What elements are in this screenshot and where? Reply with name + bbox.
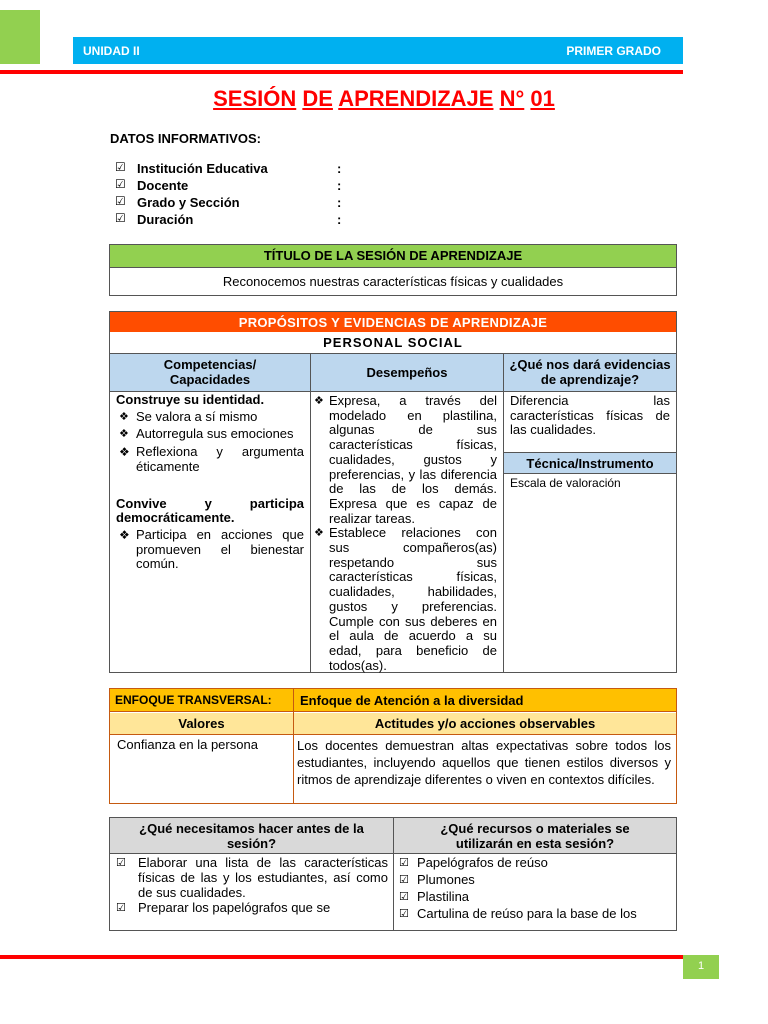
column-divider (393, 818, 394, 931)
title-word: APRENDIZAJE (338, 86, 494, 111)
datos-label: Institución Educativa (137, 161, 268, 176)
propositos-heading: PROPÓSITOS Y EVIDENCIAS DE APRENDIZAJE (110, 312, 676, 332)
valores-heading: Valores (178, 716, 225, 731)
recurso-item (395, 871, 675, 888)
titulo-sesion-heading: TÍTULO DE LA SESIÓN DE APRENDIZAJE (110, 245, 676, 268)
antes-text: Preparar los papelógrafos que se (138, 900, 331, 915)
diamond-bullet-icon: ❖ (119, 445, 130, 460)
checkbox-icon: ☑ (399, 874, 409, 886)
page-title (0, 86, 768, 112)
desempeno-text: Establece relaciones con sus compañeros(as) respetando sus características físicas, cualidades, habilidades, gustos y preferencias. Cumple con sus deberes en el aula de acuerdo a su edad, para beneficio de todos(as). (329, 525, 497, 673)
antes-item (112, 855, 388, 900)
capacidad-item (116, 410, 304, 425)
antes-heading: ¿Qué necesitamos hacer antes de la sesión? (110, 818, 393, 854)
recurso-text: Plastilina (417, 889, 470, 904)
capacidad-item (116, 528, 304, 572)
datos-list (115, 160, 355, 228)
datos-colon: : (337, 212, 342, 227)
checkbox-icon: ☑ (116, 902, 126, 914)
diamond-bullet-icon: ❖ (119, 428, 129, 441)
datos-item (115, 194, 355, 211)
actitud-text: Los docentes demuestran altas expectativas sobre todos los estudiantes, incluyendo aquellos que tienen estilos diversos y ritmos de aprendizaje diferentes o viven en contextos difíciles. (297, 738, 671, 787)
enfoque-label: ENFOQUE TRANSVERSAL: (115, 693, 272, 707)
recurso-item (395, 888, 675, 905)
propositos-columns (110, 354, 676, 672)
antes-list (112, 855, 388, 915)
unit-label: UNIDAD II (83, 44, 140, 58)
datos-colon: : (337, 195, 342, 210)
checkbox-icon: ☑ (399, 891, 409, 903)
competencias-body (116, 394, 304, 572)
bottom-divider (0, 955, 683, 959)
col-competencias-head: Competencias/ Capacidades (110, 354, 310, 392)
recurso-text: Cartulina de reúso para la base de los (417, 906, 637, 921)
valor-text: Confianza en la persona (117, 737, 258, 752)
diamond-bullet-icon: ❖ (314, 527, 324, 540)
recursos-heading: ¿Qué recursos o materiales se utilizarán en esta sesión? (394, 818, 676, 854)
title-word: DE (302, 86, 333, 111)
checkbox-icon: ☑ (115, 160, 126, 174)
capacidad-text: Reflexiona y argumenta éticamente (136, 444, 304, 474)
checkbox-icon: ☑ (115, 177, 126, 191)
checkbox-icon: ☑ (399, 857, 409, 869)
green-corner-tab (0, 10, 40, 64)
page-number: 1 (683, 955, 719, 979)
col-desempenos-head: Desempeños (311, 354, 503, 392)
recursos-list (395, 854, 675, 922)
column-divider (310, 354, 311, 672)
enfoque-table (109, 688, 677, 804)
checkbox-icon: ☑ (115, 194, 126, 208)
top-divider (0, 70, 683, 74)
evidencia-text: Diferencia las características físicas de las cualidades. (510, 393, 670, 438)
competencia-title: Convive y participa democráticamente. (116, 495, 304, 526)
area-heading: PERSONAL SOCIAL (110, 332, 676, 354)
capacidad-item (116, 445, 304, 474)
datos-label: Docente (137, 178, 189, 193)
datos-label: Duración (137, 212, 194, 227)
titulo-sesion-text: Reconocemos nuestras características físicas y cualidades (222, 274, 564, 289)
recurso-text: Papelógrafos de reúso (417, 855, 548, 870)
capacidad-item (116, 427, 304, 442)
datos-label: Grado y Sección (137, 195, 240, 210)
checkbox-icon: ☑ (116, 857, 126, 869)
tecnica-heading: Técnica/Instrumento (504, 452, 676, 474)
datos-heading: DATOS INFORMATIVOS: (110, 131, 261, 146)
actitudes-heading: Actitudes y/o acciones observables (374, 716, 596, 731)
capacidad-text: Participa en acciones que promueven el bienestar común. (136, 526, 304, 572)
antes-item (112, 900, 388, 915)
checkbox-icon: ☑ (115, 211, 126, 225)
datos-item (115, 211, 355, 228)
enfoque-name: Enfoque de Atención a la diversidad (300, 693, 524, 708)
antes-text: Elaborar una lista de las características físicas de las y los estudiantes, así como de sus cualidades. (138, 855, 388, 900)
preparacion-table (109, 817, 677, 931)
title-word: N° (499, 86, 525, 111)
column-divider (503, 354, 504, 672)
competencia-title: Construye su identidad. (116, 392, 265, 407)
recurso-text: Plumones (417, 872, 475, 887)
capacidad-text: Autorregula sus emociones (136, 426, 294, 442)
diamond-bullet-icon: ❖ (119, 527, 130, 542)
capacidad-text: Se valora a sí mismo (136, 408, 258, 424)
desempenos-body (313, 394, 497, 673)
datos-colon: : (337, 178, 342, 193)
desempeno-item (313, 526, 497, 673)
column-divider (293, 689, 294, 803)
datos-item (115, 177, 355, 194)
title-word: 01 (530, 86, 555, 111)
grade-label: PRIMER GRADO (566, 44, 661, 58)
recurso-item (395, 854, 675, 871)
propositos-table (109, 311, 677, 673)
header-bar (73, 37, 683, 64)
title-word: SESIÓN (213, 86, 297, 111)
diamond-bullet-icon: ❖ (314, 395, 324, 407)
tecnica-text: Escala de valoración (510, 476, 621, 490)
recurso-item (395, 905, 675, 922)
diamond-bullet-icon: ❖ (119, 410, 129, 423)
datos-colon: : (337, 161, 342, 176)
titulo-sesion-box (109, 244, 677, 296)
desempeno-item (313, 394, 497, 526)
checkbox-icon: ☑ (399, 908, 409, 920)
desempeno-text: Expresa, a través del modelado en plastilina, algunas de sus características físicas, cualidades, gustos y preferencias, y las diferencia de las de los demás. Expresa que es capaz de realizar tareas. (329, 393, 497, 526)
col-evidencias-head: ¿Qué nos dará evidencias de aprendizaje? (504, 354, 676, 392)
datos-item (115, 160, 355, 177)
